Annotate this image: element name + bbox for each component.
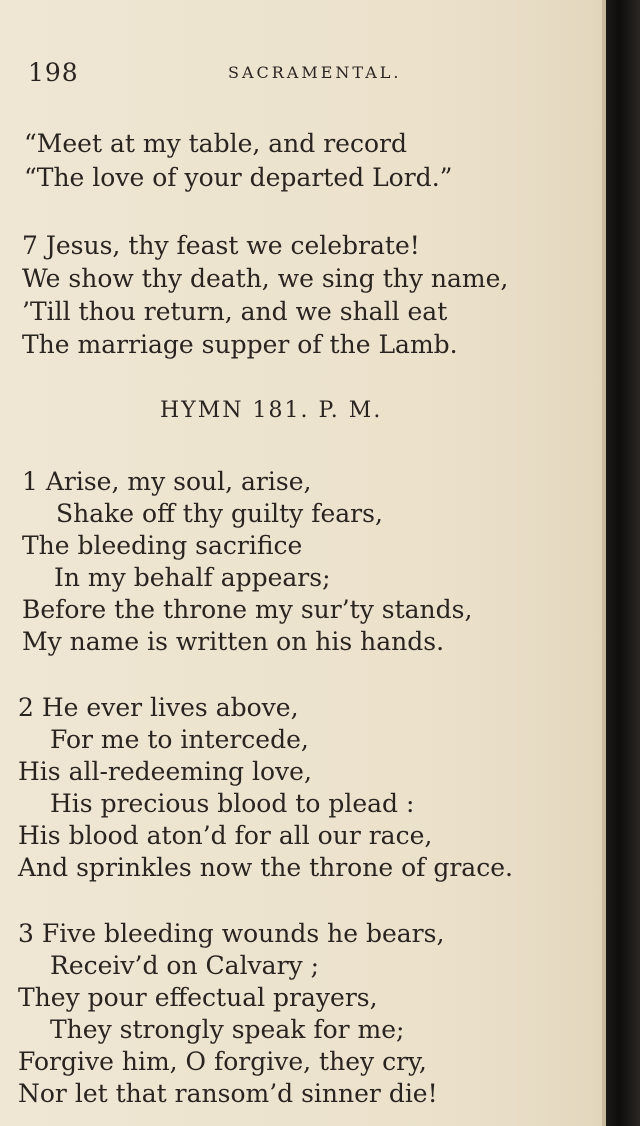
verse-line: 3 Five bleeding wounds he bears, xyxy=(18,919,445,948)
verse-line: The bleeding sacrifice xyxy=(22,531,303,560)
verse-line: His precious blood to plead : xyxy=(50,789,415,818)
verse-line: Forgive him, O forgive, they cry, xyxy=(18,1047,427,1076)
verse-line: “The love of your departed Lord.” xyxy=(24,163,453,192)
verse-line: Before the throne my sur’ty stands, xyxy=(22,595,473,624)
verse-line: They strongly speak for me; xyxy=(50,1015,405,1044)
verse-line: Receiv’d on Calvary ; xyxy=(50,951,320,980)
page-header xyxy=(28,58,588,88)
page-number: 198 xyxy=(28,58,79,87)
verse-line: My name is written on his hands. xyxy=(22,627,445,656)
verse-line: His blood aton’d for all our race, xyxy=(18,821,433,850)
verse-line: They pour effectual prayers, xyxy=(18,983,378,1012)
verse-line: 1 Arise, my soul, arise, xyxy=(22,467,312,496)
verse-line: And sprinkles now the throne of grace. xyxy=(18,853,513,882)
verse-line: 2 He ever lives above, xyxy=(18,693,299,722)
verse-line: For me to intercede, xyxy=(50,725,309,754)
verse-line: We show thy death, we sing thy name, xyxy=(22,264,509,293)
book-spine xyxy=(606,0,640,1126)
verse-line: 7 Jesus, thy feast we celebrate! xyxy=(22,231,420,260)
verse-line: “Meet at my table, and record xyxy=(24,129,407,158)
verse-line: The marriage supper of the Lamb. xyxy=(22,330,458,359)
hymn-title: HYMN 181. P. M. xyxy=(160,398,383,423)
running-head: SACRAMENTAL. xyxy=(228,63,402,82)
verse-line: ’Till thou return, and we shall eat xyxy=(22,297,448,326)
verse-line: In my behalf appears; xyxy=(54,563,331,592)
verse-line: Shake off thy guilty fears, xyxy=(56,499,383,528)
verse-line: His all-redeeming love, xyxy=(18,757,312,786)
verse-line: Nor let that ransom’d sinner die! xyxy=(18,1079,438,1108)
